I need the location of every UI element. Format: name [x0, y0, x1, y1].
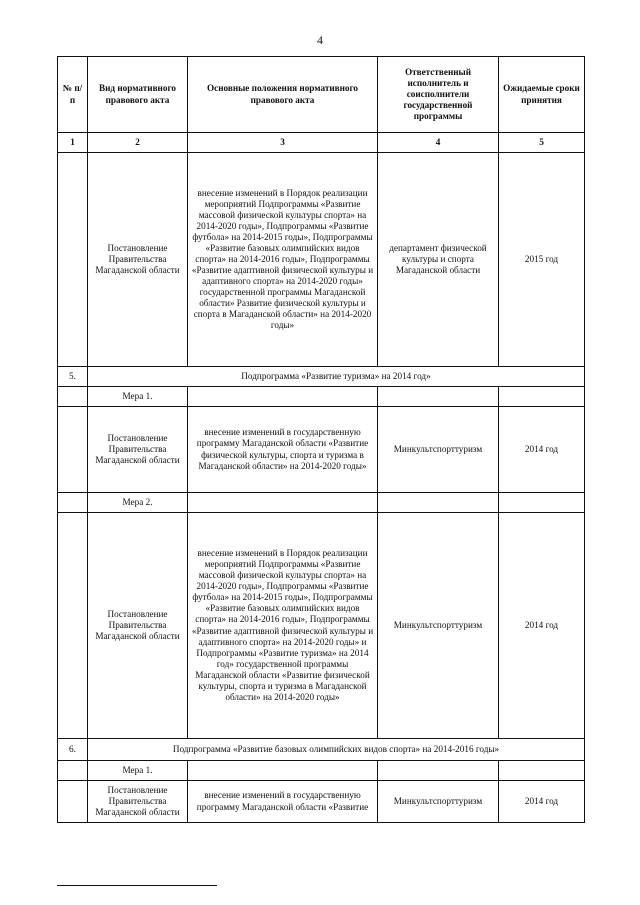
- row-num: [58, 407, 88, 493]
- section-title: Подпрограмма «Развитие туризма» на 2014 год»: [88, 367, 585, 387]
- act-type: Постановление Правительства Магаданской области: [88, 513, 188, 739]
- column-index: 5: [499, 133, 585, 153]
- column-index-row: [58, 133, 585, 153]
- footnote-divider: [57, 885, 217, 886]
- measure-row: [58, 387, 585, 407]
- act-type: Постановление Правительства Магаданской области: [88, 781, 188, 823]
- section-num: 6.: [58, 739, 88, 761]
- table-row: [58, 153, 585, 367]
- header-responsible: Ответственный исполнитель и соисполнители государственной программы: [378, 57, 499, 133]
- table-row: [58, 781, 585, 823]
- responsible: Минкультспорттуризм: [378, 781, 499, 823]
- row-num: [58, 153, 88, 367]
- table-row: [58, 513, 585, 739]
- measure-label: Мера 1.: [88, 761, 188, 781]
- provision-text: внесение изменений в Порядок реализации мероприятий Подпрограммы «Развитие массовой физической культуры спорта» на 2014-2020 годы», Подпрограммы «Развитие футбола» на 2014-2015 годы», Подпрограммы «Развитие базовых олимпийских видов спорта» на 2014-2016 годы», Подпрограммы «Развитие адаптивной физической культуры и адаптивного спорта» на 2014-2020 годы» и Подпрограммы «Развитие туризма» на 2014 год» государственной программы Магаданской области «Развитие физической культуры, спорта и туризма в Магаданской области» на 2014-2020 годы»: [188, 513, 378, 739]
- table-row: [58, 407, 585, 493]
- header-num: № п/п: [58, 57, 88, 133]
- section-row: [58, 739, 585, 761]
- act-type: Постановление Правительства Магаданской области: [88, 153, 188, 367]
- table-header-row: [58, 57, 585, 133]
- measure-label: Мера 1.: [88, 387, 188, 407]
- deadline: 2014 год: [499, 407, 585, 493]
- section-row: [58, 367, 585, 387]
- responsible: Минкультспорттуризм: [378, 513, 499, 739]
- column-index: 3: [188, 133, 378, 153]
- act-type: Постановление Правительства Магаданской области: [88, 407, 188, 493]
- column-index: 2: [88, 133, 188, 153]
- deadline: 2014 год: [499, 781, 585, 823]
- row-num: [58, 513, 88, 739]
- provision-text: внесение изменений в государственную программу Магаданской области «Развитие: [188, 781, 378, 823]
- provision-text: внесение изменений в государственную программу Магаданской области «Развитие физической культуры, спорта и туризма в Магаданской области» на 2014-2020 годы»: [188, 407, 378, 493]
- header-provisions: Основные положения нормативного правового акта: [188, 57, 378, 133]
- page-number: 4: [317, 33, 323, 47]
- section-title: Подпрограмма «Развитие базовых олимпийских видов спорта» на 2014-2016 годы»: [88, 739, 585, 761]
- provision-text: внесение изменений в Порядок реализации мероприятий Подпрограммы «Развитие массовой физической культуры спорта» на 2014-2020 годы», Подпрограммы «Развитие футбола» на 2014-2015 годы», Подпрограммы «Развитие базовых олимпийских видов спорта» на 2014-2016 годы», Подпрограммы «Развитие адаптивной физической культуры и адаптивного спорта» на 2014-2020 годы» государственной программы Магаданской области» Развитие физической культуры и спорта в Магаданской области» на 2014-2020 годы»: [188, 153, 378, 367]
- responsible: Минкультспорттуризм: [378, 407, 499, 493]
- column-index: 4: [378, 133, 499, 153]
- responsible: департамент физической культуры и спорта Магаданской области: [378, 153, 499, 367]
- header-deadline: Ожидаемые сроки принятия: [499, 57, 585, 133]
- measure-row: [58, 761, 585, 781]
- section-num: 5.: [58, 367, 88, 387]
- regulatory-acts-table: [57, 56, 585, 823]
- row-num: [58, 781, 88, 823]
- measure-row: [58, 493, 585, 513]
- header-act-type: Вид нормативного правового акта: [88, 57, 188, 133]
- deadline: 2014 год: [499, 513, 585, 739]
- deadline: 2015 год: [499, 153, 585, 367]
- measure-label: Мера 2.: [88, 493, 188, 513]
- column-index: 1: [58, 133, 88, 153]
